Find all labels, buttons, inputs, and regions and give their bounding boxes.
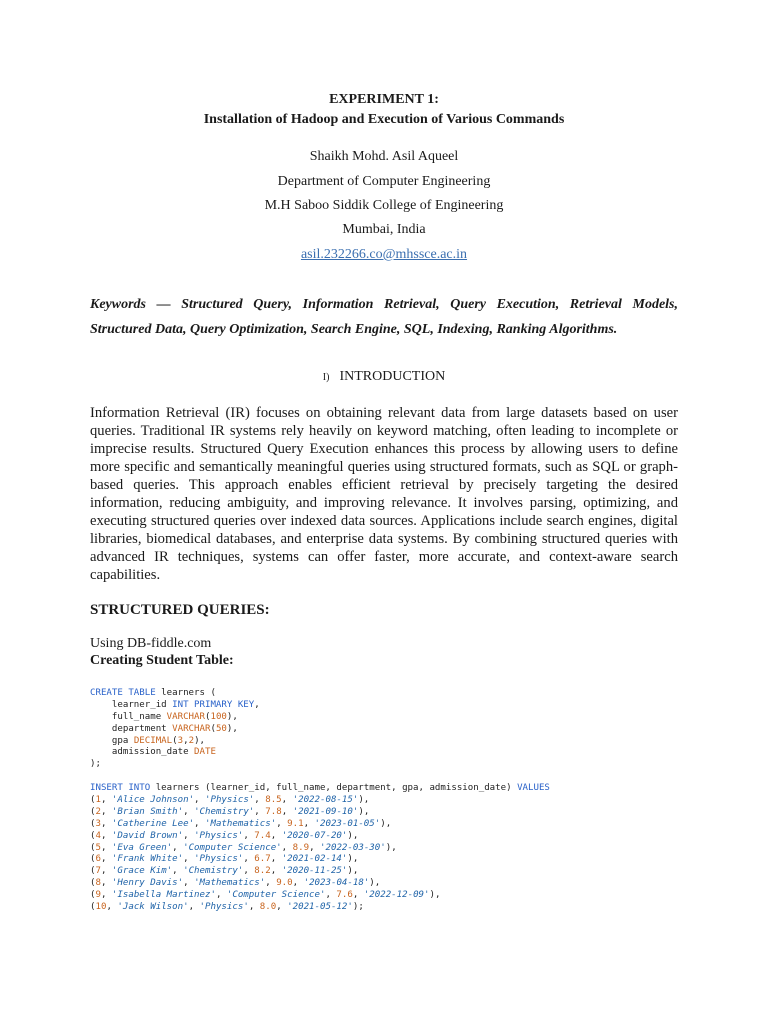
code-token: '2020-07-20' [281, 830, 348, 841]
keywords-dash: — [146, 297, 182, 312]
code-token: , [352, 890, 364, 901]
code-token: ), [358, 806, 370, 817]
code-token: , [172, 842, 184, 853]
code-line [90, 712, 540, 724]
code-token: , [183, 806, 195, 817]
code-token: '2021-02-14' [281, 854, 348, 865]
code-token: gpa [90, 735, 134, 746]
code-token: , [100, 854, 112, 865]
code-token: , [281, 806, 293, 817]
author-college: M.H Saboo Siddik College of Engineering [264, 198, 504, 213]
code-token: 1 [95, 795, 101, 806]
code-token: , [243, 854, 255, 865]
introduction-body: Information Retrieval (IR) focuses on obtaining relevant data from large datasets based on user queries. Traditional IR systems rely heavily on keyword matching, often leading to incomplete or imprecise results. Structured Query Execution enhances this process by allowing users to define more specific and semantically meaningful queries using structured formats, such as SQL or graph-based queries. This approach enables efficient retrieval by precisely targeting the desired information, reducing ambiguity, and improving relevance. It involves parsing, optimizing, and executing structured queries over indexed data sources. Applications include search engines, digital libraries, biomedical databases, and enterprise data systems. By combining structured queries with advanced IR techniques, systems can offer faster, more accurate, and context-aware search capabilities. [90, 405, 678, 583]
code-token: 9 [95, 890, 101, 901]
code-token: 'Alice Johnson' [111, 795, 195, 806]
keywords-text: Structured Query, Information Retrieval, Query Execution, Retrieval Models, Structured Data, Query Optimization, Search Engine, SQL, Indexing, Ranking Algorithms. [90, 297, 678, 337]
code-token: ); [90, 759, 101, 770]
code-token: 10 [95, 902, 107, 913]
code-token: '2022-08-15' [292, 795, 359, 806]
code-token: , [215, 890, 227, 901]
code-token: ( [90, 902, 96, 913]
code-token: ( [90, 830, 96, 841]
code-token: 3 [95, 818, 101, 829]
code-line [90, 688, 540, 700]
section-heading-text: INTRODUCTION [339, 369, 446, 384]
code-token: 8.2 [254, 866, 271, 877]
code-token: , [183, 878, 195, 889]
code-token: 5 [95, 842, 101, 853]
code-token: 6.7 [254, 854, 271, 865]
code-token: , [254, 795, 266, 806]
code-token: 'Physics' [205, 795, 255, 806]
code-token: , [270, 866, 282, 877]
code-token: 'Chemistry' [194, 806, 255, 817]
code-token: ), [347, 830, 359, 841]
code-token: , [243, 866, 255, 877]
code-token: 7.6 [336, 890, 353, 901]
code-token: admission_date [90, 747, 195, 758]
code-token: 'Computer Science' [183, 842, 282, 853]
code-token: 9.0 [276, 878, 293, 889]
author-department: Department of Computer Engineering [277, 174, 491, 189]
code-token: , [183, 735, 189, 746]
code-token: ( [90, 806, 96, 817]
code-line [90, 890, 540, 902]
code-token: 'Catherine Lee' [111, 818, 195, 829]
code-token: learner_id [90, 699, 173, 710]
code-token: , [309, 842, 321, 853]
code-token: 7 [95, 866, 101, 877]
code-token: ), [226, 711, 238, 722]
code-token: , [100, 830, 112, 841]
code-token: 50 [215, 723, 227, 734]
code-token: ( [90, 878, 96, 889]
code-token: , [188, 902, 200, 913]
code-token: 'Grace Kim' [111, 866, 173, 877]
code-line [90, 759, 540, 771]
code-token: , [265, 878, 277, 889]
code-token: ( [90, 795, 96, 806]
code-token: , [276, 902, 288, 913]
code-token: 'Mathematics' [194, 878, 266, 889]
code-token: , [183, 854, 195, 865]
structured-queries-heading: STRUCTURED QUERIES: [90, 602, 270, 618]
code-token: ( [90, 818, 96, 829]
code-token: ); [352, 902, 364, 913]
code-token: 'Mathematics' [205, 818, 277, 829]
code-token: , [100, 866, 112, 877]
code-token: 2 [95, 806, 101, 817]
code-token: INSERT INTO [90, 783, 151, 794]
introduction-heading [0, 369, 768, 385]
code-line [90, 819, 540, 831]
code-token: ), [380, 818, 392, 829]
code-token: , [292, 878, 304, 889]
code-token: , [281, 842, 293, 853]
code-token: , [281, 795, 293, 806]
code-token: VARCHAR [166, 711, 205, 722]
code-token: 'Physics' [194, 830, 244, 841]
code-token: 'Chemistry' [183, 866, 244, 877]
code-token: 4 [95, 830, 101, 841]
code-line [90, 902, 540, 914]
code-line [90, 807, 540, 819]
code-token: , [254, 806, 266, 817]
experiment-number: EXPERIMENT 1: [329, 92, 439, 107]
code-token: 'Physics' [194, 854, 244, 865]
code-token: 8.9 [292, 842, 310, 853]
code-token: , [243, 830, 255, 841]
code-token: DECIMAL [133, 735, 173, 746]
code-token: , [100, 818, 112, 829]
code-token: ( [210, 723, 216, 734]
code-token: full_name [90, 711, 167, 722]
code-line [90, 843, 540, 855]
code-token: 9.1 [287, 818, 304, 829]
code-token: 6 [95, 854, 101, 865]
code-token: , [106, 902, 118, 913]
code-token: , [325, 890, 337, 901]
code-token: 8 [95, 878, 101, 889]
code-token: ( [204, 711, 211, 722]
creating-table-heading: Creating Student Table: [90, 653, 234, 668]
code-token: ( [172, 735, 178, 746]
code-token: VALUES [517, 783, 550, 794]
code-token: , [270, 854, 282, 865]
code-token: ), [347, 854, 359, 865]
code-token: department [90, 723, 173, 734]
code-token: VARCHAR [172, 723, 211, 734]
code-token: 'Jack Wilson' [117, 902, 189, 913]
code-token: '2022-12-09' [363, 890, 430, 901]
author-name: Shaikh Mohd. Asil Aqueel [309, 149, 459, 164]
code-token: , [270, 830, 282, 841]
code-token: 'Isabella Martinez' [111, 890, 216, 901]
code-token: learners (learner_id, full_name, department, gpa, admission_date) [150, 783, 518, 794]
code-token: 7.8 [265, 806, 282, 817]
code-line [90, 854, 540, 866]
code-line [90, 795, 540, 807]
code-token: 'Henry Davis' [111, 878, 184, 889]
code-line [90, 831, 540, 843]
code-token: , [276, 818, 288, 829]
code-token: , [254, 699, 260, 710]
code-token: '2021-05-12' [287, 902, 353, 913]
author-email-link[interactable]: asil.232266.co@mhssce.ac.in [300, 247, 468, 262]
code-token: learners ( [155, 688, 216, 698]
code-token: ), [429, 890, 441, 901]
code-token: ( [90, 866, 96, 877]
code-line [90, 724, 540, 736]
code-token: 8.0 [259, 902, 277, 913]
code-token: , [100, 890, 112, 901]
code-token: DATE [194, 747, 216, 758]
code-token: , [194, 818, 205, 829]
code-token: 'David Brown' [111, 830, 184, 841]
code-token: ( [90, 854, 96, 865]
code-token: 'Computer Science' [226, 890, 326, 901]
code-token: , [194, 795, 205, 806]
keywords-paragraph [90, 292, 678, 342]
code-token: , [172, 866, 184, 877]
code-line [90, 747, 540, 759]
code-token: 'Brian Smith' [111, 806, 184, 817]
code-token: 2 [188, 735, 195, 746]
code-token: CREATE TABLE [90, 688, 156, 698]
code-token: 100 [210, 711, 227, 722]
code-token: ), [194, 735, 206, 746]
code-token: ( [90, 890, 96, 901]
code-token: ), [226, 723, 238, 734]
code-token: 3 [177, 735, 184, 746]
code-token: ), [385, 842, 397, 853]
code-line [90, 866, 540, 878]
section-number: I) [322, 372, 330, 383]
code-token: ), [358, 795, 370, 806]
code-line [90, 783, 550, 795]
page-title: Installation of Hadoop and Execution of Various Commands [203, 112, 565, 127]
code-token: , [183, 830, 195, 841]
code-line [90, 878, 540, 890]
code-token: 'Eva Green' [111, 842, 173, 853]
code-token: , [100, 878, 112, 889]
using-note: Using DB-fiddle.com [90, 636, 212, 651]
code-gap [90, 771, 540, 783]
code-token: '2020-11-25' [281, 866, 348, 877]
code-token: 8.5 [265, 795, 282, 806]
code-token: , [303, 818, 315, 829]
code-token: , [100, 842, 112, 853]
code-line [90, 736, 540, 748]
code-token: '2023-04-18' [303, 878, 370, 889]
code-token: ), [347, 866, 359, 877]
code-token: , [100, 795, 112, 806]
code-token: INT PRIMARY KEY [172, 699, 255, 710]
code-line [90, 700, 540, 712]
code-token: 'Physics' [199, 902, 249, 913]
code-token: '2021-09-10' [292, 806, 359, 817]
keywords-label: Keywords [90, 297, 146, 312]
code-token: , [100, 806, 112, 817]
code-token: '2023-01-05' [314, 818, 381, 829]
code-token: '2022-03-30' [320, 842, 386, 853]
author-location: Mumbai, India [342, 222, 426, 237]
code-token: ( [90, 842, 96, 853]
code-token: 7.4 [254, 830, 271, 841]
code-token: , [248, 902, 260, 913]
code-token: ), [369, 878, 381, 889]
sql-code-screenshot [90, 688, 550, 920]
code-token: 'Frank White' [111, 854, 184, 865]
